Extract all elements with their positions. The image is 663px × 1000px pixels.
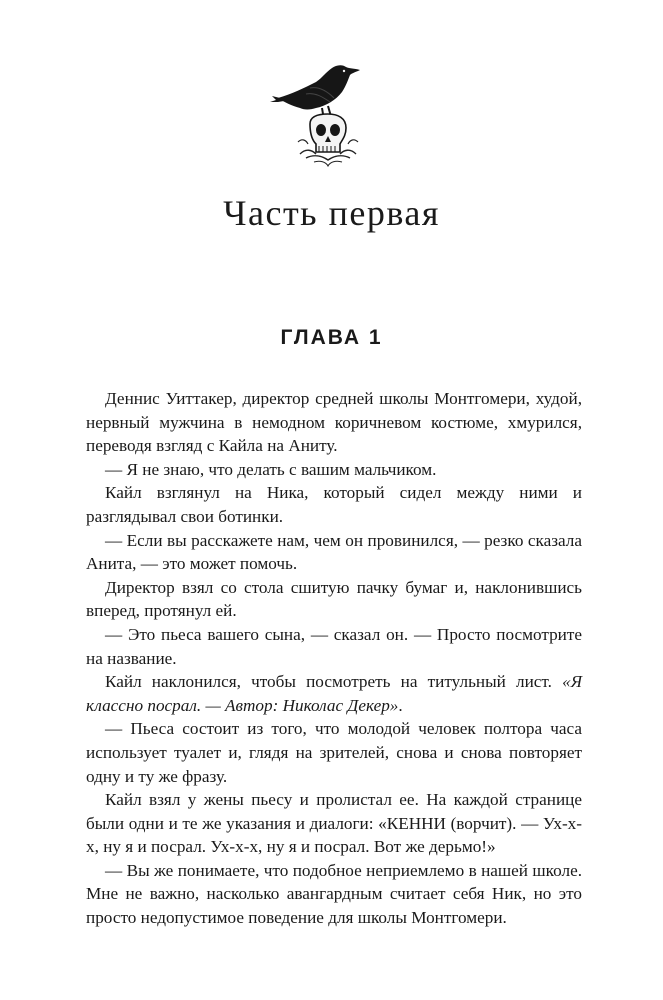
paragraph: — Если вы расскажете нам, чем он провинился, — резко сказала Анита, — это может помочь. (86, 530, 582, 574)
part-title: Часть первая (223, 193, 440, 233)
play-title-italic: «Я классно посрал. — Автор: Николас Декер» (86, 672, 582, 715)
paragraph: Кайл взглянул на Ника, который сидел между ними и разглядывал свои ботинки. (86, 483, 582, 526)
paragraph-title-page (86, 670, 582, 717)
paragraph: — Вы же понимаете, что подобное неприемлемо в нашей школе. Мне не важно, насколько авангардным считает себя Ник, но это просто недопустимое поведение для школы Монтгомери. (86, 860, 582, 928)
paragraph: — Пьеса состоит из того, что молодой человек полтора часа использует туалет и, глядя на зрителей, снова и снова повторяет одну и ту же фразу. (86, 719, 582, 786)
paragraph: Директор взял со стола сшитую пачку бумаг и, наклонившись вперед, протянул ей. (86, 577, 582, 621)
chapter-body (86, 387, 582, 930)
chapter-title: ГЛАВА 1 (280, 326, 383, 349)
paragraph: — Я не знаю, что делать с вашим мальчиком. (105, 459, 437, 479)
paragraph-text: Кайл наклонился, чтобы посмотреть на титульный лист. (105, 672, 563, 692)
paragraph: — Это пьеса вашего сына, — сказал он. — Просто посмотрите на название. (86, 624, 582, 668)
paragraph: Деннис Уиттакер, директор средней школы Монтгомери, худой, нервный мужчина в немодном коричневом костюме, хмурился, переводя взгляд с Кайла на Аниту. (86, 389, 582, 456)
paragraph: Кайл взял у жены пьесу и пролистал ее. На каждой странице были одни и те же указания и диалоги: «КЕННИ (ворчит). — Ух-х-х, ну я и посрал. Ух-х-х, ну я и посрал. Вот же дерьмо!» (86, 790, 582, 857)
paragraph-text: . (398, 695, 403, 715)
raven-on-skull-icon (270, 58, 380, 173)
